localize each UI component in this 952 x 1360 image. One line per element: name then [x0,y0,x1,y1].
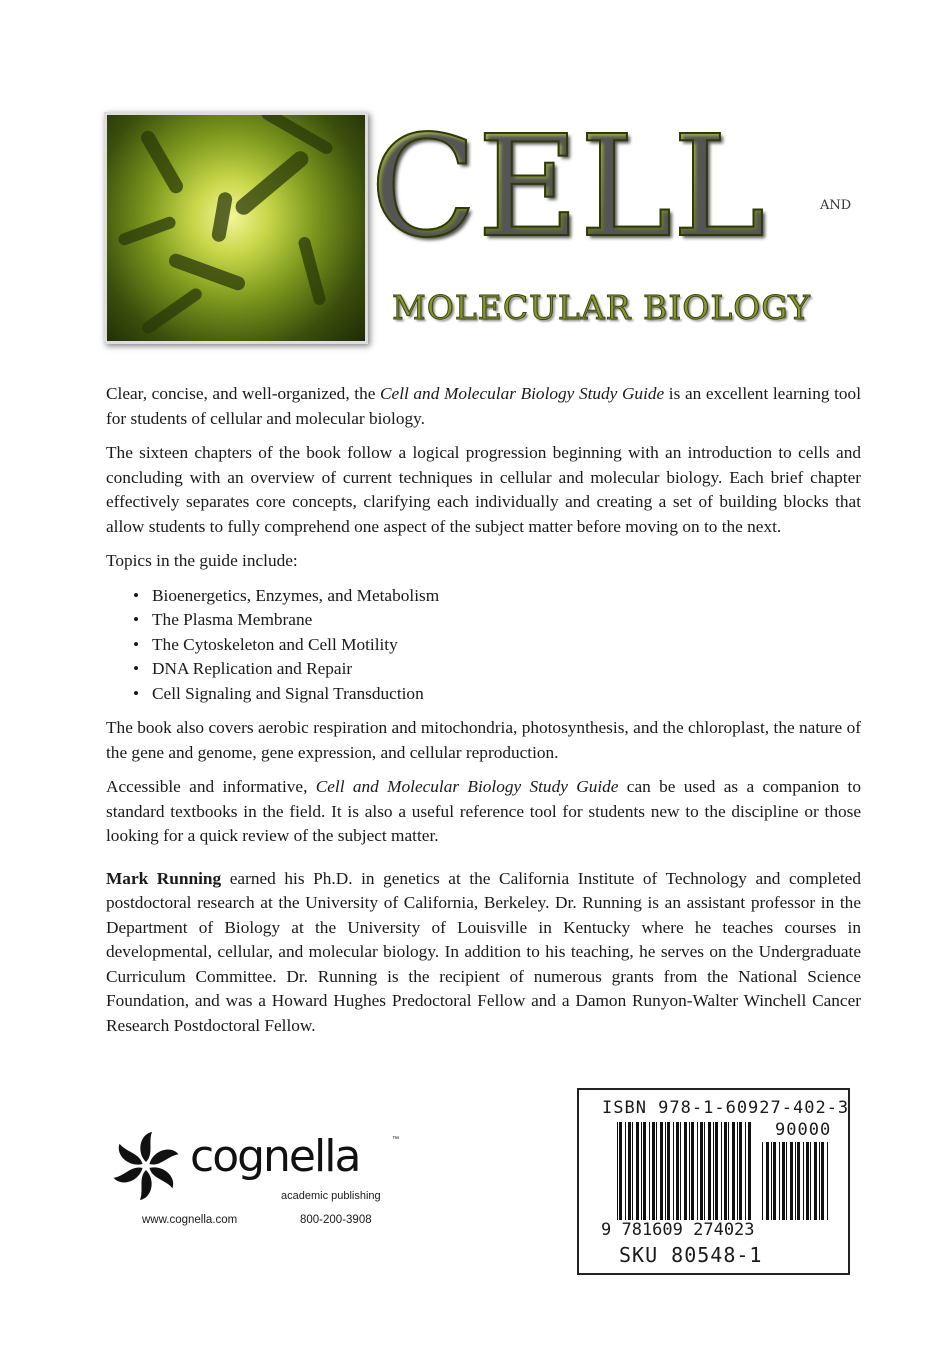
barcode-bar [676,1122,679,1220]
barcode-bar [782,1142,785,1220]
barcode-bar [652,1122,655,1220]
barcode-bar [665,1122,666,1220]
author-bio [106,867,861,1039]
paragraph-topics-intro: Topics in the guide include: [106,551,298,570]
barcode-bar [739,1122,742,1220]
title-molecular-biology: MOLECULAR BIOLOGY [392,288,811,327]
publisher-phone: 800-200-3908 [300,1214,372,1226]
barcode-bar [619,1122,622,1220]
book-title: Cell and Molecular Biology Study Guide [380,384,665,403]
barcode-bar [773,1142,776,1220]
isbn: ISBN 978-1-60927-402-3 [602,1098,850,1118]
barcode-bar [649,1122,650,1220]
barcode-bar [715,1122,718,1220]
barcode-bar [737,1122,738,1220]
title-cell: CELL [370,106,766,269]
author-name: Mark Running [106,868,222,888]
barcode-bar [814,1142,817,1220]
barcode-bar [748,1122,751,1220]
barcode-bar [713,1122,714,1220]
barcode-bar [721,1122,722,1220]
price-addon: 90000 [775,1120,832,1140]
barcode-bar [732,1122,735,1220]
barcode-bar [697,1122,698,1220]
publisher-logo [108,1128,408,1228]
book-title: Cell and Molecular Biology Study Guide [315,777,619,796]
barcode-bar [708,1122,711,1220]
ean-barcode [617,1122,751,1220]
barcode-bar [786,1142,787,1220]
barcode-bar [819,1142,820,1220]
publisher-tagline: academic publishing [281,1190,381,1202]
paragraph-usage [106,775,861,849]
list-item: • Cell Signaling and Signal Transduction [133,682,861,707]
barcode-bar [643,1122,646,1220]
cell-microscopy-image [104,112,368,344]
paragraph-intro [106,382,861,431]
description [106,382,861,1038]
paragraph-chapters: The sixteen chapters of the book follow a logical progression beginning with an introduction to cells and concluding with an overview of current techniques in cellular and molecular biology. Each brief chapter effectively separates core concepts, clarifying each individually and creating a set of building blocks that allow students to fully comprehend one aspect of the subject matter before moving on to the next. [106,443,861,536]
barcode-bar [667,1122,670,1220]
sku: SKU 80548-1 [619,1243,763,1267]
barcode-bar [660,1122,663,1220]
barcode-bar [821,1142,824,1220]
text: Clear, concise, and well-organized, the [106,384,380,403]
list-item: • Bioenergetics, Enzymes, and Metabolism [133,584,861,609]
barcode-bar [632,1122,633,1220]
barcode-bar [827,1142,828,1220]
barcode-bar [771,1142,772,1220]
barcode-bar [797,1142,800,1220]
barcode-bar [704,1122,705,1220]
barcode-bar [691,1122,694,1220]
barcode-bar [641,1122,642,1220]
text: Accessible and informative, [106,777,316,796]
ean-number: 9 781609 274023 [601,1220,755,1240]
barcode-bar [810,1142,811,1220]
text: can be used as a companion to standard textbooks in the field. It is also a useful reference tool for students new to the discipline or those looking for a quick review of the subject matter. [106,777,861,845]
barcode-bar [806,1142,809,1220]
barcode-bar [625,1122,626,1220]
trademark: ™ [392,1136,399,1143]
text: is an excellent learning tool for students of cellular and molecular biology. [106,384,861,428]
list-item: • The Cytoskeleton and Cell Motility [133,633,861,658]
paragraph-coverage: The book also covers aerobic respiration and mitochondria, photosynthesis, and the chloroplast, the nature of the gene and genome, gene expression, and cellular reproduction. [106,718,861,762]
barcode-bar [803,1142,804,1220]
pinwheel-icon [108,1128,184,1204]
title-and: AND [820,198,852,213]
topics-list [106,584,861,707]
barcode-bar [795,1142,796,1220]
publisher-name: cognella [190,1131,360,1182]
barcode-bar [745,1122,746,1220]
barcode-bar [779,1142,780,1220]
barcode-bar [790,1142,793,1220]
barcode-bar [724,1122,727,1220]
barcode-bar [656,1122,657,1220]
barcode-bar [762,1142,763,1220]
barcode-bar [728,1122,729,1220]
barcode-bar [700,1122,703,1220]
barcode-bar [684,1122,687,1220]
bio-text: earned his Ph.D. in genetics at the California Institute of Technology and completed postdoctoral research at the University of California, Berkeley. Dr. Running is an assistant professor in the Department of Biology at the University of Louisville in Kentucky where he teaches courses in developmental, cellular, and molecular biology. In addition to his teaching, he serves on the Undergraduate Curriculum Committee. Dr. Running is the recipient of numerous grants from the National Science Foundation, and was a Howard Hughes Predoctoral Fellow and a Damon Runyon-Walter Winchell Cancer Research Postdoctoral Fellow. [106,868,861,1035]
list-item: • DNA Replication and Repair [133,657,861,682]
barcode-bar [673,1122,674,1220]
barcode-label [577,1088,850,1275]
barcode-bar [689,1122,690,1220]
barcode-bar [766,1142,769,1220]
publisher-url: www.cognella.com [142,1214,238,1226]
list-item: • The Plasma Membrane [133,608,861,633]
barcode-bar [680,1122,681,1220]
barcode-bar [636,1122,639,1220]
addon-barcode [762,1142,832,1220]
barcode-bar [617,1122,618,1220]
barcode-bar [628,1122,631,1220]
